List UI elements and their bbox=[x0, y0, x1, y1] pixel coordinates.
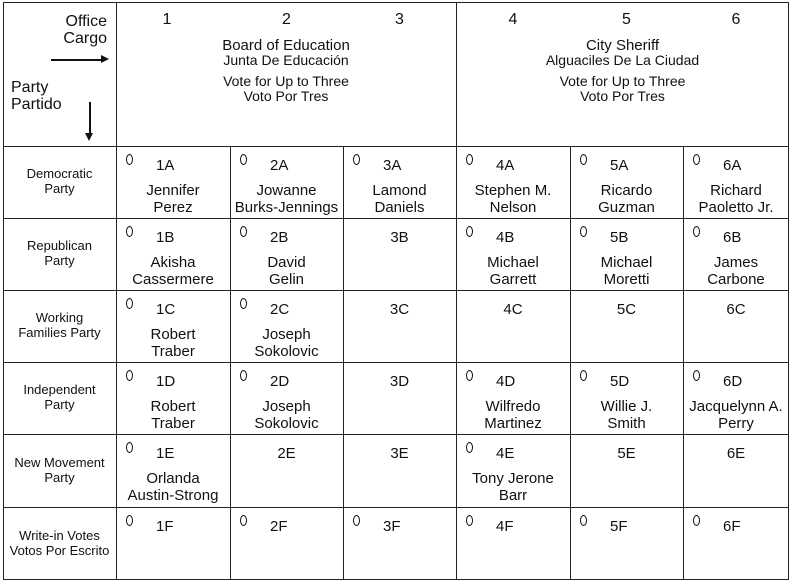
ballot-cell-6b[interactable] bbox=[683, 218, 789, 290]
candidate-name bbox=[230, 326, 343, 360]
office-arrow-icon bbox=[51, 59, 103, 61]
candidate-name bbox=[456, 398, 570, 432]
party-name-line: Party bbox=[44, 253, 75, 268]
candidate-name-line: Akisha bbox=[150, 254, 196, 271]
party-name bbox=[3, 310, 116, 340]
ballot-cell-2a[interactable] bbox=[230, 146, 343, 218]
candidate-name bbox=[456, 254, 570, 288]
candidate-name-line: Joseph bbox=[262, 398, 311, 415]
vote-oval[interactable] bbox=[353, 515, 360, 526]
candidate-name bbox=[116, 182, 230, 216]
candidate-code: 3C bbox=[389, 301, 410, 318]
vote-oval[interactable] bbox=[126, 370, 133, 381]
vote-oval[interactable] bbox=[693, 226, 700, 237]
vote-oval[interactable] bbox=[126, 515, 133, 526]
vote-oval[interactable] bbox=[466, 370, 473, 381]
candidate-name-line: Jennifer bbox=[146, 182, 200, 199]
candidate-code: 6E bbox=[726, 445, 746, 462]
candidate-code: 1C bbox=[156, 301, 176, 318]
candidate-name-line: Traber bbox=[151, 415, 195, 432]
candidate-name-line: Michael bbox=[600, 254, 653, 271]
candidate-name-line: Garrett bbox=[489, 271, 537, 288]
candidate-name-line: Stephen M. bbox=[474, 182, 552, 199]
ballot-cell-3e bbox=[343, 434, 456, 507]
party-arrow-icon bbox=[89, 102, 91, 134]
candidate-name-line: Carbone bbox=[707, 271, 765, 288]
ballot-cell-4d[interactable] bbox=[456, 362, 570, 434]
candidate-name-line: Moretti bbox=[603, 271, 650, 288]
vote-oval[interactable] bbox=[240, 370, 247, 381]
office-city-sheriff: City Sheriff Alguaciles De La Ciudad Vote for Up to Three Voto Por Tres bbox=[545, 37, 700, 104]
party-name-line: Party bbox=[44, 397, 75, 412]
candidate-name-line: Robert bbox=[150, 326, 196, 343]
candidate-code: 1F bbox=[156, 518, 174, 535]
candidate-code: 5D bbox=[610, 373, 630, 390]
ballot-cell-2f[interactable] bbox=[230, 507, 343, 580]
vote-oval[interactable] bbox=[240, 226, 247, 237]
column-number: 1 bbox=[162, 11, 172, 28]
candidate-code: 3D bbox=[389, 373, 410, 390]
candidate-name-line: Sokolovic bbox=[254, 343, 319, 360]
ballot-cell-3d bbox=[343, 362, 456, 434]
ballot-cell-6c bbox=[683, 290, 789, 362]
candidate-code: 5F bbox=[610, 518, 628, 535]
ballot-cell-5d[interactable] bbox=[570, 362, 683, 434]
candidate-name-line: Smith bbox=[607, 415, 646, 432]
candidate-code: 1B bbox=[156, 229, 175, 246]
ballot-cell-3a[interactable] bbox=[343, 146, 456, 218]
candidate-name bbox=[116, 254, 230, 288]
vote-oval[interactable] bbox=[126, 226, 133, 237]
candidate-name bbox=[456, 470, 570, 504]
party-name-line: Write-in Votes bbox=[19, 527, 100, 543]
ballot-cell-1e[interactable] bbox=[116, 434, 230, 507]
vote-oval[interactable] bbox=[466, 226, 473, 237]
candidate-code: 4B bbox=[496, 229, 515, 246]
party-name-line: Votos Por Escrito bbox=[9, 542, 110, 558]
grid-line bbox=[3, 2, 789, 3]
vote-oval[interactable] bbox=[466, 515, 473, 526]
candidate-name bbox=[683, 398, 789, 432]
candidate-name bbox=[343, 182, 456, 216]
vote-oval[interactable] bbox=[693, 154, 700, 165]
candidate-name-line: Austin-Strong bbox=[127, 487, 219, 504]
candidate-code: 4C bbox=[503, 301, 523, 318]
column-number: 5 bbox=[622, 11, 631, 28]
candidate-name-line: Guzman bbox=[598, 199, 655, 216]
candidate-name bbox=[456, 182, 570, 216]
column-number: 4 bbox=[508, 11, 518, 28]
candidate-code: 5A bbox=[610, 157, 629, 174]
candidate-code: 1E bbox=[156, 445, 175, 462]
vote-oval[interactable] bbox=[580, 370, 587, 381]
ballot-cell-5c bbox=[570, 290, 683, 362]
ballot-cell-2d[interactable] bbox=[230, 362, 343, 434]
candidate-name-line: Paoletto Jr. bbox=[698, 199, 774, 216]
candidate-code: 6A bbox=[723, 157, 742, 174]
candidate-name bbox=[683, 182, 789, 216]
party-name bbox=[3, 528, 116, 558]
party-name bbox=[3, 455, 116, 485]
candidate-name-line: Robert bbox=[150, 398, 196, 415]
candidate-code: 2F bbox=[270, 518, 288, 535]
vote-oval[interactable] bbox=[580, 515, 587, 526]
ballot-cell-1d[interactable] bbox=[116, 362, 230, 434]
ballot-cell-3f[interactable] bbox=[343, 507, 456, 580]
candidate-name-line: Lamond bbox=[372, 182, 427, 199]
candidate-name-line: Richard bbox=[710, 182, 762, 199]
ballot-cell-4b[interactable] bbox=[456, 218, 570, 290]
candidate-code: 5E bbox=[617, 445, 636, 462]
party-name bbox=[3, 166, 116, 196]
candidate-name-line: Perez bbox=[153, 199, 193, 216]
candidate-code: 3B bbox=[390, 229, 409, 246]
party-name-line: Families Party bbox=[18, 325, 101, 340]
candidate-name bbox=[230, 254, 343, 288]
vote-oval[interactable] bbox=[580, 154, 587, 165]
party-name-line: Democratic bbox=[26, 166, 93, 181]
candidate-code: 6F bbox=[723, 518, 741, 535]
party-name-line: Republican bbox=[26, 238, 93, 253]
candidate-name-line: Michael bbox=[487, 254, 539, 271]
party-name-line: Working bbox=[35, 310, 84, 325]
candidate-name-line: Martinez bbox=[484, 415, 542, 432]
party-name-line: Party bbox=[44, 469, 75, 485]
candidate-code: 2A bbox=[270, 157, 289, 174]
vote-oval[interactable] bbox=[693, 370, 700, 381]
candidate-code: 4D bbox=[496, 373, 516, 390]
ballot-cell-4c bbox=[456, 290, 570, 362]
vote-oval[interactable] bbox=[126, 442, 133, 453]
ballot-cell-6f[interactable] bbox=[683, 507, 789, 580]
ballot-cell-6a[interactable] bbox=[683, 146, 789, 218]
candidate-name-line: Perry bbox=[718, 415, 754, 432]
candidate-code: 2B bbox=[270, 229, 289, 246]
candidate-name bbox=[570, 182, 683, 216]
candidate-name-line: Nelson bbox=[489, 199, 537, 216]
candidate-code: 6B bbox=[723, 229, 742, 246]
ballot-cell-6e bbox=[683, 434, 789, 507]
ballot-cell-5e bbox=[570, 434, 683, 507]
party-label: Party Partido bbox=[11, 79, 62, 113]
candidate-code: 4E bbox=[496, 445, 515, 462]
candidate-name-line: Daniels bbox=[374, 199, 425, 216]
ballot-cell-1f[interactable] bbox=[116, 507, 230, 580]
candidate-code: 2C bbox=[270, 301, 290, 318]
ballot-cell-2c[interactable] bbox=[230, 290, 343, 362]
ballot-cell-2b[interactable] bbox=[230, 218, 343, 290]
ballot-cell-1b[interactable] bbox=[116, 218, 230, 290]
party-name-line: New Movement bbox=[14, 454, 105, 470]
ballot-grid bbox=[3, 2, 789, 580]
candidate-code: 1D bbox=[156, 373, 176, 390]
vote-oval[interactable] bbox=[240, 154, 247, 165]
candidate-name-line: Jowanne bbox=[256, 182, 317, 199]
office-label: Office Cargo bbox=[63, 13, 107, 47]
candidate-code: 6C bbox=[726, 301, 746, 318]
vote-oval[interactable] bbox=[126, 154, 133, 165]
party-name bbox=[3, 238, 116, 268]
ballot-cell-4e[interactable] bbox=[456, 434, 570, 507]
candidate-name-line: Gelin bbox=[268, 271, 305, 288]
candidate-code: 3E bbox=[390, 445, 409, 462]
candidate-name bbox=[116, 398, 230, 432]
ballot-cell-4a[interactable] bbox=[456, 146, 570, 218]
candidate-code: 2E bbox=[277, 445, 296, 462]
candidate-name-line: Wilfredo bbox=[485, 398, 541, 415]
candidate-code: 6D bbox=[723, 373, 743, 390]
vote-oval[interactable] bbox=[353, 154, 360, 165]
candidate-name bbox=[570, 398, 683, 432]
candidate-code: 4F bbox=[496, 518, 514, 535]
candidate-code: 3A bbox=[383, 157, 402, 174]
vote-oval[interactable] bbox=[126, 298, 133, 309]
candidate-name bbox=[230, 182, 343, 216]
ballot-cell-2e bbox=[230, 434, 343, 507]
candidate-name-line: Willie J. bbox=[600, 398, 653, 415]
vote-oval[interactable] bbox=[240, 298, 247, 309]
ballot-cell-5f[interactable] bbox=[570, 507, 683, 580]
ballot-cell-1a[interactable] bbox=[116, 146, 230, 218]
ballot-cell-5a[interactable] bbox=[570, 146, 683, 218]
candidate-name-line: Tony Jerone bbox=[472, 470, 554, 487]
candidate-code: 4A bbox=[496, 157, 515, 174]
party-name-line: Independent bbox=[23, 382, 96, 397]
ballot-cell-1c[interactable] bbox=[116, 290, 230, 362]
candidate-code: 1A bbox=[156, 157, 175, 174]
column-number: 6 bbox=[731, 11, 741, 28]
vote-oval[interactable] bbox=[466, 442, 473, 453]
candidate-name-line: Joseph bbox=[262, 326, 311, 343]
ballot-cell-3c bbox=[343, 290, 456, 362]
candidate-name bbox=[230, 398, 343, 432]
candidate-name-line: Traber bbox=[151, 343, 195, 360]
candidate-name bbox=[116, 470, 230, 504]
candidate-name-line: Cassermere bbox=[132, 271, 214, 288]
column-number: 2 bbox=[282, 11, 291, 28]
ballot-cell-3b bbox=[343, 218, 456, 290]
candidate-name-line: James bbox=[713, 254, 759, 271]
office-board-of-education: Board of Education Junta De Educación Vote for Up to Three Voto Por Tres bbox=[222, 37, 350, 104]
candidate-name-line: Orlanda bbox=[146, 470, 200, 487]
ballot-cell-4f[interactable] bbox=[456, 507, 570, 580]
vote-oval[interactable] bbox=[466, 154, 473, 165]
candidate-code: 5B bbox=[610, 229, 629, 246]
vote-oval[interactable] bbox=[693, 515, 700, 526]
party-name bbox=[3, 382, 116, 412]
candidate-name bbox=[683, 254, 789, 288]
ballot-cell-6d[interactable] bbox=[683, 362, 789, 434]
candidate-name-line: Ricardo bbox=[600, 182, 653, 199]
vote-oval[interactable] bbox=[580, 226, 587, 237]
candidate-name-line: Jacquelynn A. bbox=[689, 398, 783, 415]
candidate-name-line: Barr bbox=[498, 487, 528, 504]
candidate-name bbox=[116, 326, 230, 360]
candidate-code: 2D bbox=[270, 373, 290, 390]
party-name-line: Party bbox=[44, 181, 75, 196]
vote-oval[interactable] bbox=[240, 515, 247, 526]
ballot-cell-5b[interactable] bbox=[570, 218, 683, 290]
candidate-code: 5C bbox=[616, 301, 637, 318]
candidate-name-line: David bbox=[267, 254, 306, 271]
candidate-name-line: Burks-Jennings bbox=[234, 199, 339, 216]
candidate-name-line: Sokolovic bbox=[254, 415, 319, 432]
candidate-code: 3F bbox=[383, 518, 401, 535]
column-number: 3 bbox=[395, 11, 404, 28]
candidate-name bbox=[570, 254, 683, 288]
